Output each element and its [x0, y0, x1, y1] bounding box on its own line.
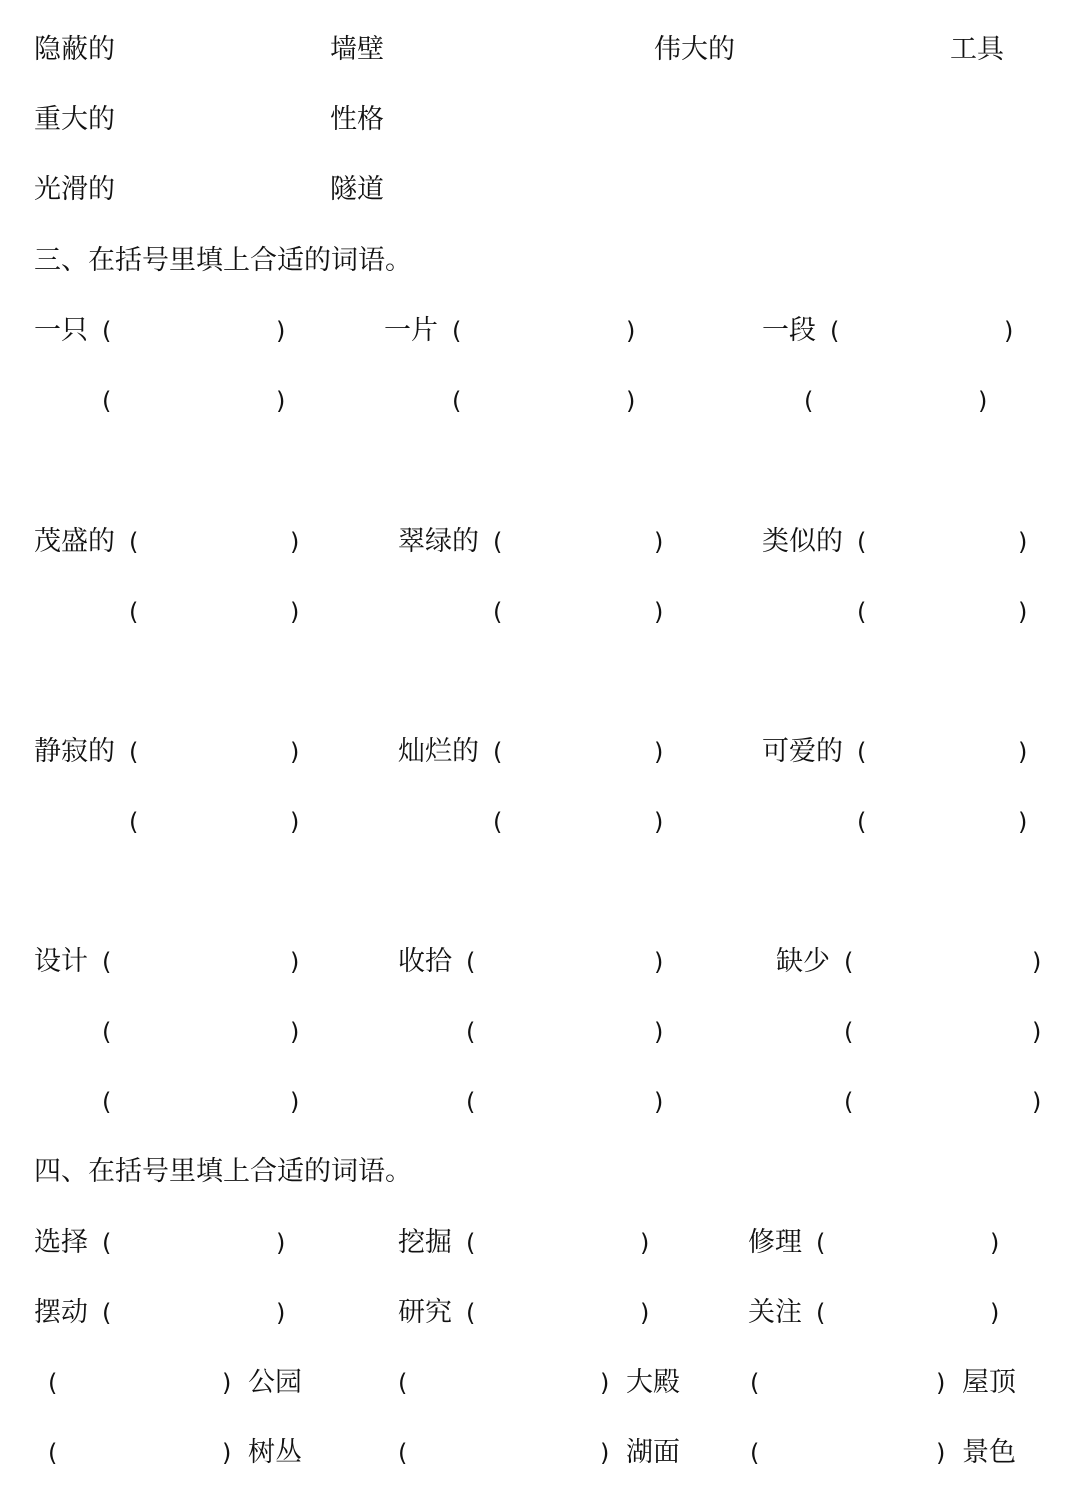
open-bracket: (: [102, 948, 112, 976]
open-bracket: (: [493, 808, 503, 836]
suffix-word: 大殿: [626, 1367, 680, 1398]
prompt-word: 茂盛的: [34, 526, 115, 557]
open-bracket: (: [493, 738, 503, 766]
open-bracket: (: [493, 528, 503, 556]
close-bracket: ): [640, 1299, 650, 1327]
open-bracket: (: [844, 948, 854, 976]
open-bracket: (: [750, 1369, 760, 1397]
close-bracket: ): [276, 387, 286, 415]
open-bracket: (: [466, 1018, 476, 1046]
close-bracket: ): [290, 738, 300, 766]
prompt-word: 摆动: [34, 1297, 88, 1328]
open-bracket: (: [466, 948, 476, 976]
open-bracket: (: [102, 387, 112, 415]
close-bracket: ): [936, 1369, 946, 1397]
right-adjective-1: 伟大的: [654, 34, 735, 65]
open-bracket: (: [129, 808, 139, 836]
open-bracket: (: [48, 1369, 58, 1397]
prompt-word: 修理: [748, 1227, 802, 1258]
prompt-word: 一段: [762, 315, 816, 346]
close-bracket: ): [290, 598, 300, 626]
left-noun-3: 隧道: [330, 174, 384, 205]
close-bracket: ): [222, 1369, 232, 1397]
prompt-word: 翠绿的: [398, 526, 479, 557]
suffix-word: 树丛: [248, 1437, 302, 1468]
prompt-word: 一只: [34, 315, 88, 346]
close-bracket: ): [600, 1369, 610, 1397]
close-bracket: ): [1018, 598, 1028, 626]
close-bracket: ): [654, 738, 664, 766]
open-bracket: (: [816, 1299, 826, 1327]
open-bracket: (: [466, 1229, 476, 1257]
prompt-word: 灿烂的: [398, 736, 479, 767]
open-bracket: (: [466, 1299, 476, 1327]
open-bracket: (: [48, 1439, 58, 1467]
suffix-word: 湖面: [626, 1437, 680, 1468]
close-bracket: ): [1018, 808, 1028, 836]
open-bracket: (: [857, 598, 867, 626]
open-bracket: (: [857, 738, 867, 766]
left-adjective-3: 光滑的: [34, 174, 115, 205]
close-bracket: ): [654, 808, 664, 836]
prompt-word: 研究: [398, 1297, 452, 1328]
open-bracket: (: [750, 1439, 760, 1467]
close-bracket: ): [990, 1229, 1000, 1257]
close-bracket: ): [290, 528, 300, 556]
suffix-word: 景色: [962, 1437, 1016, 1468]
close-bracket: ): [626, 317, 636, 345]
close-bracket: ): [990, 1299, 1000, 1327]
prompt-word: 挖掘: [398, 1227, 452, 1258]
open-bracket: (: [102, 317, 112, 345]
left-noun-2: 性格: [330, 104, 384, 135]
section-4-heading: 四、在括号里填上合适的词语。: [34, 1156, 412, 1187]
close-bracket: ): [276, 1299, 286, 1327]
close-bracket: ): [654, 1088, 664, 1116]
open-bracket: (: [857, 528, 867, 556]
prompt-word: 选择: [34, 1227, 88, 1258]
close-bracket: ): [1004, 317, 1014, 345]
close-bracket: ): [654, 528, 664, 556]
prompt-word: 设计: [34, 946, 88, 977]
left-adjective-2: 重大的: [34, 104, 115, 135]
left-noun-1: 墙壁: [330, 34, 384, 65]
prompt-word: 关注: [748, 1297, 802, 1328]
close-bracket: ): [1018, 738, 1028, 766]
open-bracket: (: [129, 598, 139, 626]
open-bracket: (: [816, 1229, 826, 1257]
close-bracket: ): [936, 1439, 946, 1467]
open-bracket: (: [844, 1018, 854, 1046]
open-bracket: (: [466, 1088, 476, 1116]
prompt-word: 收拾: [398, 946, 452, 977]
open-bracket: (: [102, 1088, 112, 1116]
open-bracket: (: [452, 387, 462, 415]
close-bracket: ): [640, 1229, 650, 1257]
prompt-word: 类似的: [762, 526, 843, 557]
section-3-heading: 三、在括号里填上合适的词语。: [34, 245, 412, 276]
close-bracket: ): [654, 598, 664, 626]
close-bracket: ): [276, 317, 286, 345]
open-bracket: (: [102, 1018, 112, 1046]
open-bracket: (: [102, 1229, 112, 1257]
close-bracket: ): [290, 1088, 300, 1116]
close-bracket: ): [276, 1229, 286, 1257]
open-bracket: (: [102, 1299, 112, 1327]
close-bracket: ): [600, 1439, 610, 1467]
prompt-word: 可爱的: [762, 736, 843, 767]
open-bracket: (: [398, 1369, 408, 1397]
open-bracket: (: [493, 598, 503, 626]
close-bracket: ): [1018, 528, 1028, 556]
close-bracket: ): [222, 1439, 232, 1467]
right-noun-1: 工具: [950, 34, 1004, 65]
prompt-word: 一片: [384, 315, 438, 346]
close-bracket: ): [1032, 1018, 1042, 1046]
prompt-word: 缺少: [776, 946, 830, 977]
open-bracket: (: [129, 528, 139, 556]
close-bracket: ): [978, 387, 988, 415]
close-bracket: ): [1032, 1088, 1042, 1116]
suffix-word: 屋顶: [962, 1367, 1016, 1398]
prompt-word: 静寂的: [34, 736, 115, 767]
open-bracket: (: [129, 738, 139, 766]
close-bracket: ): [290, 948, 300, 976]
open-bracket: (: [452, 317, 462, 345]
open-bracket: (: [857, 808, 867, 836]
close-bracket: ): [290, 808, 300, 836]
open-bracket: (: [398, 1439, 408, 1467]
close-bracket: ): [654, 948, 664, 976]
close-bracket: ): [290, 1018, 300, 1046]
close-bracket: ): [1032, 948, 1042, 976]
suffix-word: 公园: [248, 1367, 302, 1398]
open-bracket: (: [804, 387, 814, 415]
left-adjective-1: 隐蔽的: [34, 34, 115, 65]
close-bracket: ): [626, 387, 636, 415]
open-bracket: (: [844, 1088, 854, 1116]
open-bracket: (: [830, 317, 840, 345]
close-bracket: ): [654, 1018, 664, 1046]
